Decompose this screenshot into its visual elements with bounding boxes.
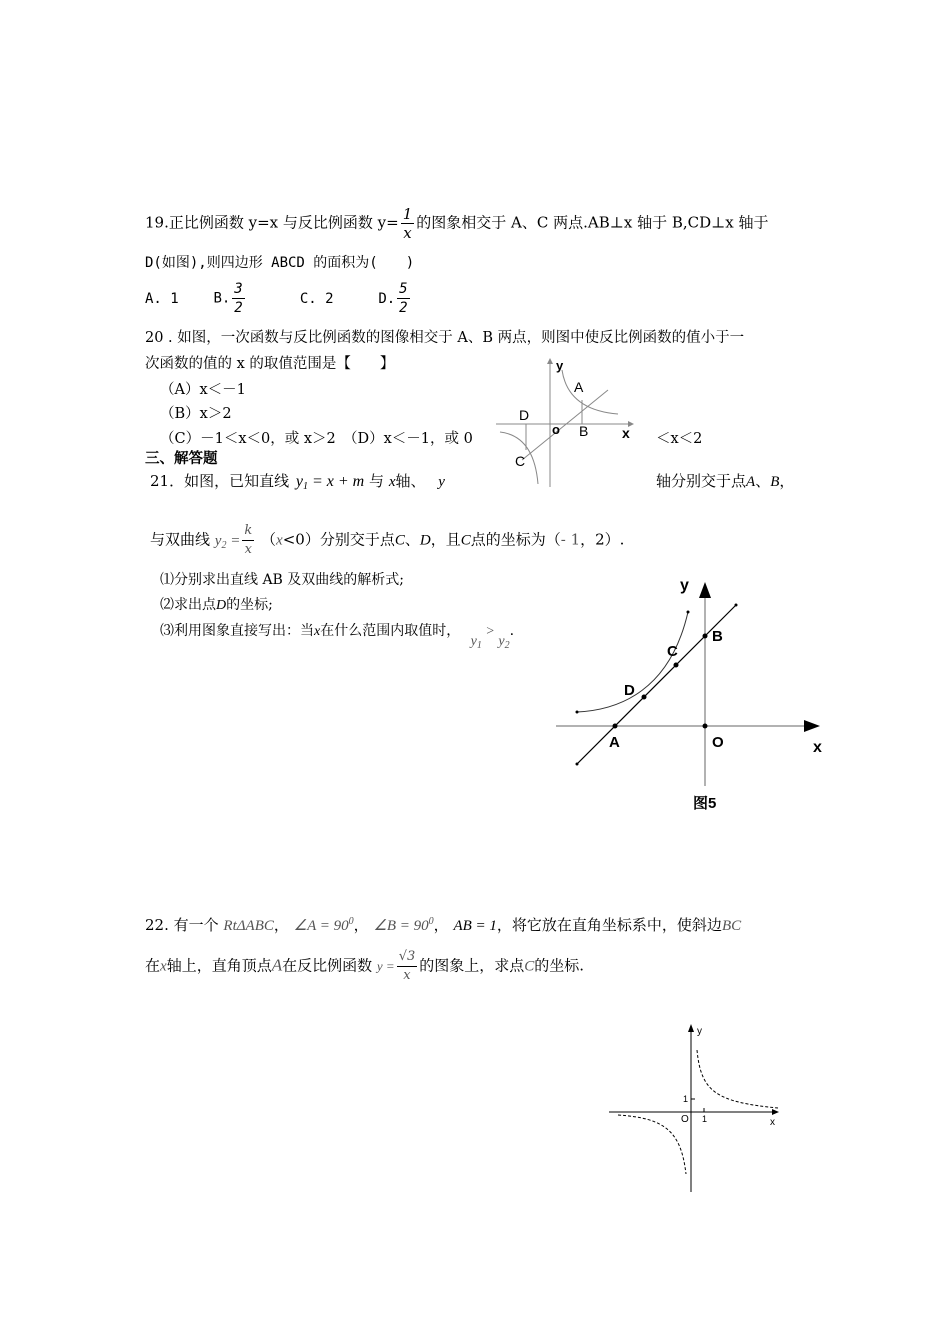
- q20-line2: 次函数的值的 x 的取值范围是【 】: [145, 356, 395, 372]
- q20-label-b: B: [579, 423, 589, 439]
- q19-option-d: D. $\frac{5}{2}$: [378, 281, 408, 316]
- q21-endpoint-4: [687, 611, 690, 614]
- q20-line1: 20 . 如图，一次函数与反比例函数的图像相交于 A、B 两点，则图中使反比例函数的值小于一: [145, 330, 745, 346]
- q22-line1: 22. 有一个 RtΔABC， ∠A = $90^0$， ∠B = $90^0$， AB = 1，将它放在直角坐标系中，使斜边BC: [145, 916, 742, 934]
- q22-label-y: y: [697, 1026, 702, 1037]
- q20-figure: [490, 352, 640, 492]
- q22-hyperbola-lower: [618, 1115, 686, 1174]
- q21-y-arrow: [699, 582, 711, 598]
- q22-line2: 在x轴上，直角顶点A在反比例函数 y = $\frac{√3}{x}$ 的图象上，求点C的坐标.: [145, 949, 585, 983]
- q21-sub2: ⑵求出点D的坐标;: [160, 597, 273, 613]
- q19-options: [145, 280, 412, 317]
- q22-label-one-y: 1: [683, 1094, 689, 1104]
- q20-option-a: （A）x＜－1: [160, 382, 246, 398]
- q21-figure: [550, 570, 840, 820]
- q21-line2: 与双曲线 $y_2$ = $\frac{k}{x}$ （x<0）分别交于点C、D，且C点的坐标为（- 1，2）.: [150, 523, 625, 557]
- q19-option-a: A. 1: [145, 290, 179, 307]
- q22-x-arrow: [772, 1109, 779, 1115]
- q21-label-c: C: [667, 643, 678, 660]
- q19-option-b: B. $\frac{3}{2}$: [213, 281, 243, 316]
- q20-hyperbola-upper: [562, 370, 618, 414]
- q20-option-d-tail: ＜x＜2: [656, 431, 703, 447]
- q20-option-b: （B）x＞2: [160, 406, 232, 422]
- q22-figure: [606, 1020, 786, 1195]
- q22-y-arrow: [688, 1024, 694, 1032]
- q20-line: [522, 390, 608, 460]
- q21-point-c: [674, 663, 679, 668]
- q21-label-x: x: [813, 739, 822, 756]
- q21-line1-left: 21．如图，已知直线 $y_1 = x + m$ 与 x轴、 y: [150, 472, 445, 492]
- q20-label-a: A: [574, 379, 584, 395]
- q21-endpoint-1: [576, 763, 579, 766]
- q19-line2: D(如图),则四边形 ABCD 的面积为( ): [145, 255, 415, 271]
- q20-label-d: D: [519, 407, 530, 423]
- q21-point-d: [642, 695, 647, 700]
- q21-label-o: O: [712, 734, 724, 751]
- section-heading: 三、解答题: [145, 451, 218, 467]
- q21-label-b: B: [712, 628, 723, 645]
- q19-option-c: C. 2: [299, 290, 334, 307]
- q21-caption: 图5: [693, 795, 717, 812]
- q21-label-y: y: [680, 577, 689, 594]
- q22-label-x: x: [770, 1117, 775, 1128]
- q19-line1: 19.正比例函数 y=x 与反比例函数 y= $\frac{1}{x}$ 的图象相交于 A、C 两点.AB⊥x 轴于 B,CD⊥x 轴于: [145, 205, 769, 242]
- q20-label-y: y: [556, 358, 564, 373]
- q21-label-a: A: [609, 734, 620, 751]
- q20-label-x: x: [622, 425, 630, 441]
- q21-point-o: [703, 724, 708, 729]
- q20-option-cd: （C）－1＜x＜0，或 x＞2 （D）x＜－1，或 0: [160, 431, 473, 447]
- q21-sub1: ⑴分别求出直线 AB 及双曲线的解析式;: [160, 572, 405, 588]
- q21-sub3: ⑶利用图象直接写出：当x在什么范围内取值时， $y_1 > y_2$.: [160, 623, 515, 651]
- q21-label-d: D: [624, 682, 635, 699]
- q20-label-c: C: [515, 453, 526, 469]
- q21-endpoint-3: [576, 711, 579, 714]
- q21-x-arrow: [804, 720, 820, 732]
- q21-point-a: [613, 724, 618, 729]
- q22-label-o: O: [681, 1114, 689, 1125]
- q22-hyperbola-upper: [697, 1050, 778, 1108]
- q22-label-one-x: 1: [702, 1114, 708, 1124]
- q19-fraction: $\frac{1}{x}$: [402, 205, 413, 242]
- q21-endpoint-2: [735, 604, 738, 607]
- q21-point-b: [703, 634, 708, 639]
- q20-label-o: o: [552, 422, 560, 437]
- q20-y-arrow: [547, 358, 553, 364]
- q21-line1-right: 轴分别交于点A、B，: [656, 472, 795, 490]
